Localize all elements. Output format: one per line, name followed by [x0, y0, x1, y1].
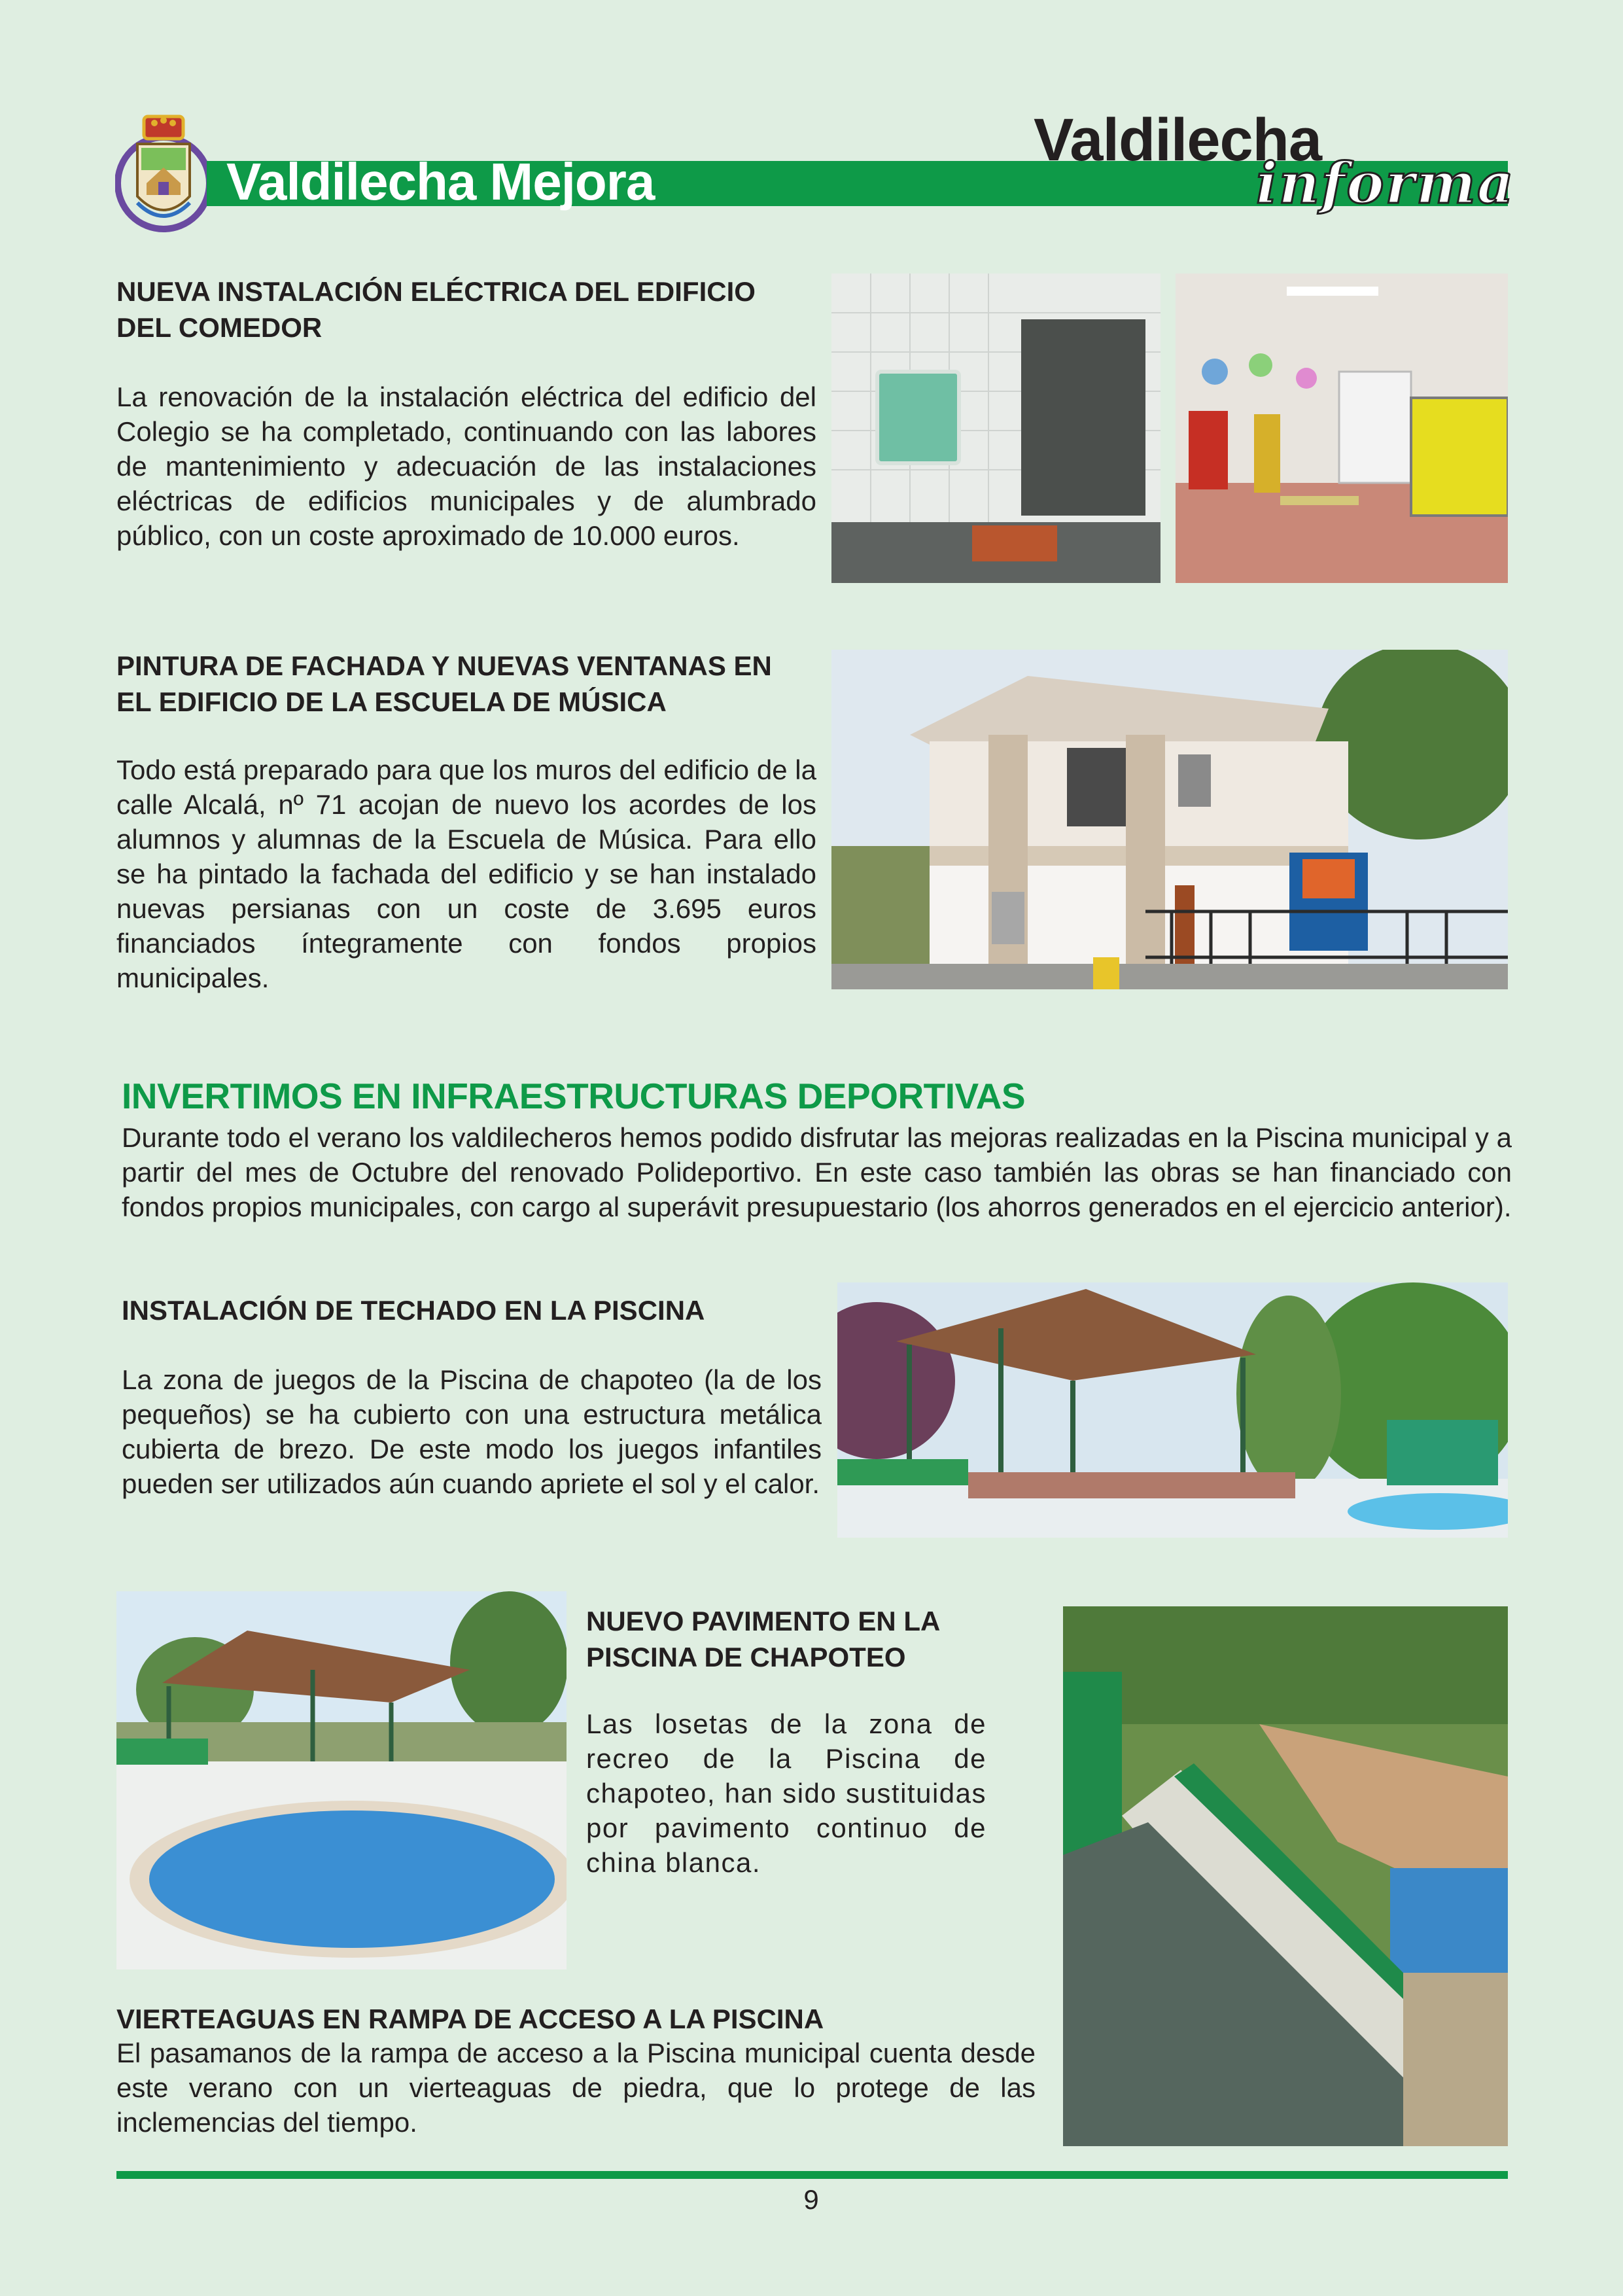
brand-title: Valdilecha [1034, 107, 1322, 173]
sports-heading: INVERTIMOS EN INFRAESTRUCTURAS DEPORTIVAS [122, 1076, 1026, 1116]
brand-subtitle: informa [1256, 150, 1515, 217]
article-2-title-line2: EL EDIFICIO DE LA ESCUELA DE MÚSICA [116, 686, 667, 717]
footer-rule [116, 2171, 1508, 2179]
article-2-title-line1: PINTURA DE FACHADA Y NUEVAS VENTANAS EN [116, 650, 772, 681]
sports-item-1-body: La zona de juegos de la Piscina de chapoteo (la de los pequeños) se ha cubierto con una estructura metálica cubierta de brezo. De este modo los juegos infantiles pueden ser utilizados aún cuando apriete el sol y el calor. [122, 1364, 822, 1499]
sports-item-3-body: El pasamanos de la rampa de acceso a la Piscina municipal cuenta desde este verano con un vierteaguas de piedra, que lo protege de las inclemencias del tiempo. [116, 2038, 1036, 2138]
article-1-title-line1: NUEVA INSTALACIÓN ELÉCTRICA DEL EDIFICIO [116, 276, 756, 307]
sports-intro: Durante todo el verano los valdilecheros hemos podido disfrutar las mejoras realizadas en la Piscina municipal y a partir del mes de Octubre del renovado Polideportivo. En este caso también las obras se han financiado con fondos propios municipales, con cargo al superávit presupuestario (los ahorros generados en el ejercicio anterior). [122, 1122, 1512, 1222]
photo-ramp-coping [1063, 1606, 1508, 2146]
page-number: 9 [803, 2184, 819, 2215]
article-2-body: Todo está preparado para que los muros del edificio de la calle Alcalá, nº 71 acojan de nuevo los acordes de los alumnos y alumnas de la Escuela de Música. Para ello se ha pintado la fachada del edificio y se han instalado nuevas persianas con un coste de 3.695 euros financiados íntegramente con fondos propios municipales. [116, 754, 816, 993]
photo-paddling-pool [116, 1591, 567, 1969]
sports-item-2-title [586, 1603, 992, 1675]
sports-item-2-title-line2: PISCINA DE CHAPOTEO [586, 1642, 906, 1672]
article-2-title [116, 648, 816, 720]
photo-pool-roof [837, 1282, 1508, 1538]
photo-school-corridor [1176, 274, 1508, 583]
sports-item-1-title: INSTALACIÓN DE TECHADO EN LA PISCINA [122, 1295, 705, 1326]
article-1-body: La renovación de la instalación eléctrica del edificio del Colegio se ha completado, continuando con las labores de mantenimiento y adecuación de las instalaciones eléctricas de edificios municipales y de alumbrado público, con un coste aproximado de 10.000 euros. [116, 381, 816, 551]
photo-music-school-building [831, 650, 1508, 989]
sports-item-2-title-line1: NUEVO PAVIMENTO EN LA [586, 1606, 941, 1636]
sports-item-2-body: Las losetas de la zona de recreo de la Piscina de chapoteo, han sido sustituidas por pavimento continuo de china blanca. [586, 1708, 986, 1878]
article-1-title-line2: DEL COMEDOR [116, 312, 323, 343]
section-title: Valdilecha Mejora [226, 152, 655, 211]
article-1-title [116, 274, 816, 345]
photo-electrical-panel [831, 274, 1161, 583]
sports-item-3-title: VIERTEAGUAS EN RAMPA DE ACCESO A LA PISCINA [116, 2004, 824, 2034]
municipal-crest-logo [115, 105, 212, 236]
